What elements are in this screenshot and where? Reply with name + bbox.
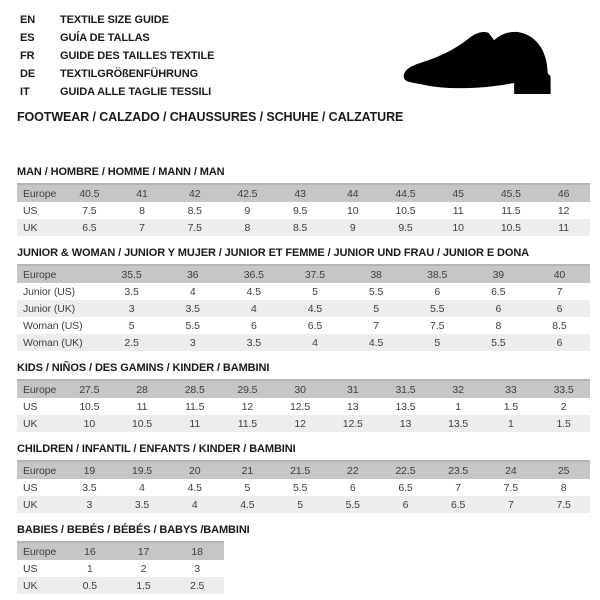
row-label-cell: Junior (US) xyxy=(23,285,75,298)
size-value-cell: 24 xyxy=(485,461,538,479)
size-value-cell: 19 xyxy=(63,461,116,479)
size-value-cell: 36.5 xyxy=(223,265,284,283)
size-value-cell: 6.5 xyxy=(451,498,466,511)
size-value-cell: 20 xyxy=(168,461,221,479)
size-value-cell: 3 xyxy=(128,302,135,315)
language-code: DE xyxy=(20,68,36,80)
size-value-cell: 40 xyxy=(529,265,590,283)
size-value-cell: 44 xyxy=(326,184,379,202)
size-value-cell: 10.5 xyxy=(395,204,416,217)
size-value-cell: 38 xyxy=(346,265,407,283)
size-value-cell: 2 xyxy=(140,562,147,575)
category-title: FOOTWEAR / CALZADO / CHAUSSURES / SCHUHE / CALZATURE xyxy=(17,110,404,124)
size-value-cell: 7.5 xyxy=(187,221,202,234)
size-value-cell: 11.5 xyxy=(237,417,258,430)
row-label-cell: UK xyxy=(23,221,38,234)
row-label-cell: Europe xyxy=(17,184,63,202)
language-row xyxy=(20,83,214,101)
size-value-cell: 1.5 xyxy=(136,579,151,592)
language-label: TEXTILE SIZE GUIDE xyxy=(60,14,169,26)
size-table-block-babies xyxy=(17,524,590,594)
size-value-cell: 9.5 xyxy=(292,204,308,217)
size-value-cell: 3.5 xyxy=(246,336,261,349)
size-value-cell: 35.5 xyxy=(101,265,162,283)
size-value-cell: 6 xyxy=(349,481,356,494)
size-value-cell: 32 xyxy=(432,380,485,398)
size-value-cell: 5.5 xyxy=(430,302,445,315)
size-value-cell: 11 xyxy=(189,417,201,430)
language-label: GUIDE DES TAILLES TEXTILE xyxy=(60,50,215,62)
size-value-cell: 5 xyxy=(434,336,441,349)
size-value-cell: 7.5 xyxy=(556,498,571,511)
size-value-cell: 7 xyxy=(373,319,379,332)
size-value-cell: 10 xyxy=(452,221,464,234)
size-value-cell: 16 xyxy=(63,542,117,560)
size-value-cell: 6 xyxy=(495,302,502,315)
table-container xyxy=(17,264,590,351)
size-value-cell: 12.5 xyxy=(290,400,311,413)
size-value-cell: 1.5 xyxy=(556,417,571,430)
table-title: CHILDREN / INFANTIL / ENFANTS / KINDER / BAMBINI xyxy=(17,443,296,455)
size-value-cell: 3 xyxy=(189,336,196,349)
size-value-cell: 3.5 xyxy=(124,285,139,298)
size-value-cell: 12.5 xyxy=(342,417,363,430)
row-label-cell: Europe xyxy=(17,461,63,479)
table-title: KIDS / NIÑOS / DES GAMINS / KINDER / BAMBINI xyxy=(17,362,270,374)
size-value-cell: 7 xyxy=(507,498,514,511)
size-value-cell: 39 xyxy=(468,265,529,283)
row-label-cell: UK xyxy=(23,417,38,430)
size-value-cell: 4.5 xyxy=(240,498,255,511)
language-row xyxy=(20,47,214,65)
size-value-cell: 23.5 xyxy=(432,461,485,479)
size-value-cell: 1 xyxy=(455,400,462,413)
table-row xyxy=(17,283,590,300)
size-value-cell: 29.5 xyxy=(221,380,274,398)
size-value-cell: 21 xyxy=(221,461,274,479)
size-value-cell: 6.5 xyxy=(398,481,413,494)
size-value-cell: 10.5 xyxy=(500,221,521,234)
size-value-cell: 2.5 xyxy=(124,336,139,349)
size-value-cell: 7 xyxy=(139,221,145,234)
table-row xyxy=(17,542,224,560)
size-value-cell: 11.5 xyxy=(501,204,521,217)
size-value-cell: 6 xyxy=(402,498,409,511)
size-value-cell: 11 xyxy=(136,400,148,413)
size-value-cell: 18 xyxy=(170,542,224,560)
size-table xyxy=(17,264,590,351)
size-tables xyxy=(17,166,590,600)
size-value-cell: 33.5 xyxy=(537,380,590,398)
row-label-cell: Woman (US) xyxy=(23,319,83,332)
language-label: TEXTILGRÖßENFÜHRUNG xyxy=(60,68,199,80)
size-value-cell: 5.5 xyxy=(491,336,506,349)
table-container xyxy=(17,379,590,432)
size-value-cell: 6.5 xyxy=(491,285,506,298)
size-value-cell: 33 xyxy=(485,380,538,398)
size-value-cell: 1.5 xyxy=(503,400,518,413)
size-value-cell: 4 xyxy=(312,336,318,349)
size-value-cell: 9.5 xyxy=(398,221,413,234)
size-value-cell: 10.5 xyxy=(132,417,153,430)
table-row xyxy=(17,265,590,283)
table-title: BABIES / BEBÉS / BÉBÉS / BABYS /BAMBINI xyxy=(17,524,250,536)
size-value-cell: 5 xyxy=(128,319,135,332)
size-table xyxy=(17,460,590,513)
size-value-cell: 13.5 xyxy=(448,417,469,430)
size-value-cell: 12 xyxy=(557,204,570,217)
size-value-cell: 3.5 xyxy=(185,302,200,315)
table-container xyxy=(17,460,590,513)
size-value-cell: 4 xyxy=(250,302,257,315)
size-value-cell: 12 xyxy=(294,417,306,430)
size-value-cell: 28 xyxy=(116,380,169,398)
language-code: IT xyxy=(20,86,30,98)
size-value-cell: 6.5 xyxy=(82,221,97,234)
size-value-cell: 6 xyxy=(434,285,441,298)
size-value-cell: 37.5 xyxy=(284,265,345,283)
size-value-cell: 31.5 xyxy=(379,380,432,398)
size-value-cell: 1 xyxy=(507,417,514,430)
table-row xyxy=(17,560,224,577)
size-value-cell: 8.5 xyxy=(552,319,567,332)
size-value-cell: 4 xyxy=(189,285,196,298)
size-value-cell: 6 xyxy=(556,336,563,349)
size-value-cell: 43 xyxy=(274,184,327,202)
size-value-cell: 28.5 xyxy=(168,380,221,398)
size-table-block-children xyxy=(17,443,590,513)
size-value-cell: 5.5 xyxy=(185,319,200,332)
size-value-cell: 3 xyxy=(194,562,201,575)
table-title: JUNIOR & WOMAN / JUNIOR Y MUJER / JUNIOR ET FEMME / JUNIOR UND FRAU / JUNIOR E DONA xyxy=(17,247,530,259)
size-table-block-kids xyxy=(17,362,590,432)
size-value-cell: 13 xyxy=(347,400,359,413)
size-value-cell: 4 xyxy=(191,498,198,511)
language-title-list xyxy=(20,11,214,101)
size-value-cell: 5 xyxy=(373,302,379,315)
size-value-cell: 19.5 xyxy=(116,461,169,479)
row-label-cell: US xyxy=(23,481,38,494)
language-row xyxy=(20,11,214,29)
table-title: MAN / HOMBRE / HOMME / MANN / MAN xyxy=(17,166,225,178)
size-value-cell: 3.5 xyxy=(82,481,97,494)
row-label-cell: Europe xyxy=(17,380,63,398)
size-value-cell: 25 xyxy=(537,461,590,479)
size-value-cell: 10 xyxy=(83,417,96,430)
size-value-cell: 11 xyxy=(452,204,464,217)
size-value-cell: 8.5 xyxy=(187,204,202,217)
size-value-cell: 40.5 xyxy=(63,184,116,202)
size-value-cell: 4.5 xyxy=(307,302,323,315)
size-value-cell: 8 xyxy=(244,221,251,234)
row-label-cell: US xyxy=(23,400,38,413)
dress-shoe-icon xyxy=(392,22,578,104)
size-value-cell: 9 xyxy=(349,221,356,234)
table-row xyxy=(17,380,590,398)
size-value-cell: 8.5 xyxy=(292,221,308,234)
size-value-cell: 10.5 xyxy=(79,400,100,413)
table-row xyxy=(17,300,590,317)
size-value-cell: 6 xyxy=(250,319,257,332)
size-value-cell: 45.5 xyxy=(485,184,538,202)
size-value-cell: 8 xyxy=(560,481,567,494)
table-row xyxy=(17,219,590,236)
table-row xyxy=(17,398,590,415)
table-row xyxy=(17,496,590,513)
table-row xyxy=(17,461,590,479)
row-label-cell: UK xyxy=(23,579,38,592)
table-row xyxy=(17,577,224,594)
table-container xyxy=(17,541,590,594)
size-value-cell: 5.5 xyxy=(345,498,360,511)
size-value-cell: 7.5 xyxy=(503,481,518,494)
size-value-cell: 4.5 xyxy=(187,481,202,494)
language-label: GUIDA ALLE TAGLIE TESSILI xyxy=(60,86,212,98)
size-value-cell: 7.5 xyxy=(430,319,445,332)
size-value-cell: 42.5 xyxy=(221,184,274,202)
size-value-cell: 46 xyxy=(537,184,590,202)
row-label-cell: Woman (UK) xyxy=(23,336,83,349)
size-value-cell: 0.5 xyxy=(82,579,97,592)
row-label-cell: UK xyxy=(23,498,38,511)
table-row xyxy=(17,479,590,496)
size-value-cell: 41 xyxy=(116,184,169,202)
size-value-cell: 30 xyxy=(274,380,327,398)
size-value-cell: 5 xyxy=(297,498,303,511)
size-value-cell: 13 xyxy=(399,417,412,430)
size-table-block-man xyxy=(17,166,590,236)
size-value-cell: 17 xyxy=(117,542,171,560)
table-row xyxy=(17,415,590,432)
size-value-cell: 7 xyxy=(556,285,563,298)
language-label: GUÍA DE TALLAS xyxy=(60,32,150,44)
size-value-cell: 36 xyxy=(162,265,223,283)
size-value-cell: 6 xyxy=(556,302,563,315)
size-value-cell: 22 xyxy=(326,461,379,479)
size-value-cell: 44.5 xyxy=(379,184,432,202)
table-row xyxy=(17,317,590,334)
size-value-cell: 12 xyxy=(241,400,254,413)
table-container xyxy=(17,183,590,236)
language-code: EN xyxy=(20,14,36,26)
size-value-cell: 21.5 xyxy=(274,461,327,479)
table-row xyxy=(17,184,590,202)
size-value-cell: 3.5 xyxy=(134,498,150,511)
size-value-cell: 4.5 xyxy=(368,336,384,349)
size-table xyxy=(17,379,590,432)
size-value-cell: 9 xyxy=(244,204,251,217)
size-value-cell: 42 xyxy=(168,184,221,202)
size-value-cell: 2 xyxy=(560,400,567,413)
language-code: FR xyxy=(20,50,35,62)
language-row xyxy=(20,29,214,47)
language-code: ES xyxy=(20,32,35,44)
size-value-cell: 8 xyxy=(495,319,502,332)
row-label-cell: Junior (UK) xyxy=(23,302,75,315)
row-label-cell: US xyxy=(23,562,38,575)
table-row xyxy=(17,202,590,219)
size-value-cell: 5 xyxy=(312,285,318,298)
size-value-cell: 5.5 xyxy=(368,285,384,298)
size-value-cell: 5.5 xyxy=(292,481,308,494)
size-value-cell: 10 xyxy=(347,204,359,217)
size-table xyxy=(17,183,590,236)
table-row xyxy=(17,334,590,351)
language-row xyxy=(20,65,214,83)
size-value-cell: 7.5 xyxy=(82,204,97,217)
row-label-cell: Europe xyxy=(17,542,63,560)
size-value-cell: 11 xyxy=(558,221,569,234)
size-value-cell: 2.5 xyxy=(190,579,205,592)
size-value-cell: 31 xyxy=(326,380,379,398)
size-value-cell: 45 xyxy=(432,184,485,202)
size-value-cell: 7 xyxy=(455,481,462,494)
size-table xyxy=(17,541,224,594)
size-value-cell: 8 xyxy=(139,204,145,217)
size-value-cell: 13.5 xyxy=(395,400,416,413)
size-value-cell: 11.5 xyxy=(185,400,205,413)
size-table-block-junior-woman xyxy=(17,247,590,351)
size-value-cell: 6.5 xyxy=(307,319,323,332)
size-value-cell: 4 xyxy=(139,481,145,494)
size-value-cell: 3 xyxy=(86,498,93,511)
row-label-cell: US xyxy=(23,204,38,217)
size-value-cell: 4.5 xyxy=(246,285,261,298)
size-value-cell: 5 xyxy=(244,481,251,494)
size-value-cell: 38.5 xyxy=(407,265,468,283)
size-value-cell: 22.5 xyxy=(379,461,432,479)
row-label-cell: Europe xyxy=(17,265,101,283)
size-value-cell: 1 xyxy=(86,562,93,575)
size-value-cell: 27.5 xyxy=(63,380,116,398)
